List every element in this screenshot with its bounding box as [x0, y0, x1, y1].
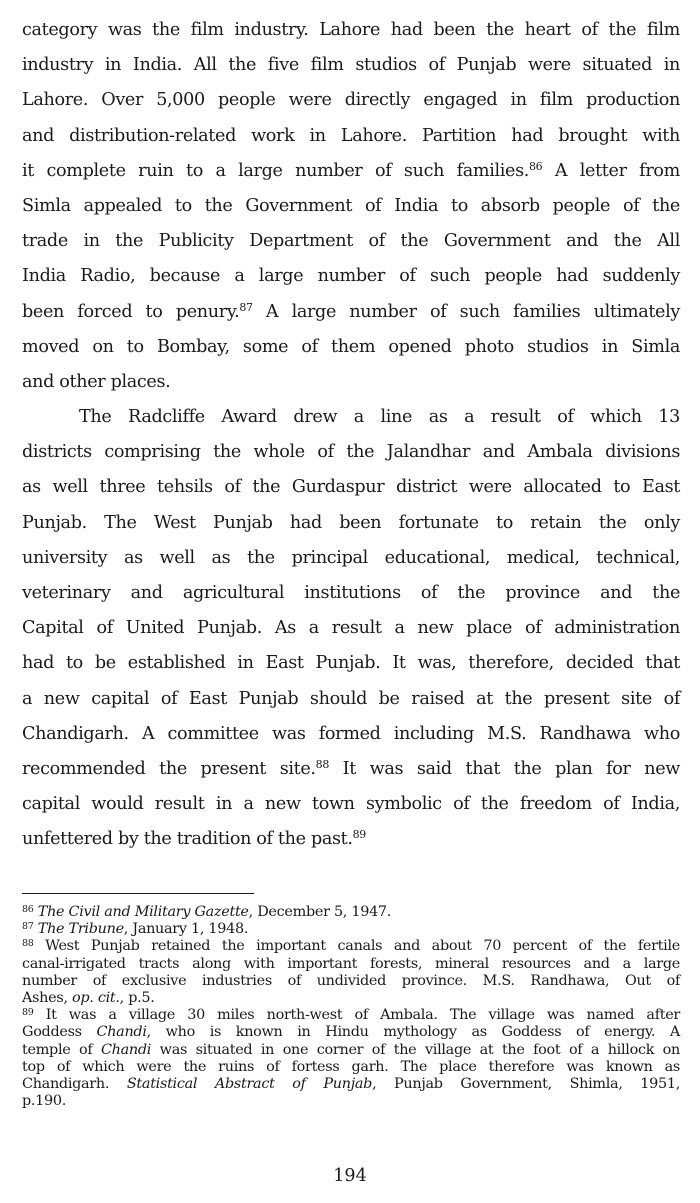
- text-line: [22, 646, 680, 681]
- text-line: [22, 787, 680, 822]
- line-text: veterinary and agricultural institutions of the province and the: [22, 583, 680, 603]
- text-line: [22, 365, 680, 400]
- line-text: capital would result in a new town symbolic of the freedom of India,: [22, 794, 680, 815]
- italic-title: The Tribune: [37, 921, 124, 938]
- footnote-text: canal-irrigated tracts along with important forests, mineral resources and a large: [22, 955, 680, 972]
- line-text: a new capital of East Punjab should be raised at the present site of: [22, 688, 680, 709]
- line-text: and other places.: [22, 371, 171, 392]
- footnote-89: [22, 1007, 680, 1110]
- text-line: [22, 611, 680, 646]
- footnote-number: 88: [22, 938, 34, 950]
- line-text: moved on to Bombay, some of them opened photo studios in Simla: [22, 336, 680, 357]
- line-text: It was said that the plan for new: [328, 758, 680, 779]
- text-line: [22, 541, 680, 576]
- page-number: 194: [333, 1166, 367, 1186]
- text-line: [22, 48, 680, 83]
- footnote-reference[interactable]: 87: [239, 300, 253, 314]
- footnote-86: [22, 904, 680, 921]
- text-line: [22, 435, 680, 470]
- text-line: [22, 752, 680, 787]
- footnote-line: [22, 1007, 680, 1024]
- paragraph: [22, 400, 680, 857]
- text-line: [22, 13, 680, 48]
- line-text: and distribution-related work in Lahore. Partition had brought with: [22, 125, 680, 146]
- footnote-text: , p.5.: [119, 989, 155, 1006]
- italic-title: Statistical Abstract of Punjab: [126, 1075, 373, 1092]
- text-line: [22, 717, 680, 752]
- paragraph: [22, 13, 680, 400]
- line-text: unfettered by the tradition of the past.: [22, 829, 353, 850]
- footnote-line: [22, 938, 680, 955]
- footnote-text: number of exclusive industries of undivided province. M.S. Randhawa, Out of: [22, 972, 680, 989]
- footnote-line: [22, 1093, 680, 1110]
- footnote-text: , Punjab Government, Shimla, 1951,: [372, 1075, 681, 1092]
- line-text: districts comprising the whole of the Jalandhar and Ambala divisions: [22, 442, 680, 463]
- italic-title: The Civil and Military Gazette: [37, 904, 249, 920]
- text-line: [22, 682, 680, 717]
- footnote-line: [22, 1076, 680, 1093]
- text-line: [22, 83, 680, 118]
- footnote-number: 87: [22, 921, 34, 933]
- line-text: had to be established in East Punjab. It was, therefore, decided that: [22, 653, 680, 674]
- line-text: Simla appealed to the Government of India to absorb people of the: [22, 195, 680, 216]
- text-line: [22, 330, 680, 365]
- italic-title: Chandi: [100, 1041, 152, 1058]
- footnote-line: [22, 921, 680, 938]
- footnote-88: [22, 938, 680, 1007]
- text-line: [22, 189, 680, 224]
- footnote-text: was situated in one corner of the village at the foot of a hillock on: [151, 1041, 680, 1058]
- line-text: university as well as the principal educational, medical, technical,: [22, 547, 680, 568]
- footnote-text: Ashes,: [22, 989, 72, 1006]
- line-text: Lahore. Over 5,000 people were directly engaged in film production: [22, 90, 680, 111]
- line-text: category was the film industry. Lahore had been the heart of the film: [22, 20, 680, 40]
- line-text: Chandigarh. A committee was formed including M.S. Randhawa who: [22, 723, 680, 744]
- line-text: The Radcliffe Award drew a line as a result of which 13: [79, 407, 680, 428]
- line-text: been forced to penury.: [22, 301, 240, 322]
- footnote-line: [22, 1042, 680, 1059]
- line-text: Punjab. The West Punjab had been fortunate to retain the only: [22, 512, 680, 533]
- footnote-text: , January 1, 1948.: [123, 921, 249, 938]
- text-line: [22, 470, 680, 505]
- footnote-number: 89: [22, 1007, 34, 1019]
- footnote-text: It was a village 30 miles north-west of Ambala. The village was named after: [33, 1007, 680, 1024]
- line-text: India Radio, because a large number of such people had suddenly: [22, 266, 680, 287]
- italic-title: op. cit.: [72, 989, 120, 1006]
- footnote-reference[interactable]: 86: [529, 159, 543, 173]
- italic-title: Chandi: [96, 1024, 147, 1041]
- text-line: [22, 224, 680, 259]
- footnote-line: [22, 973, 680, 990]
- footnote-line: [22, 956, 680, 973]
- footnotes: [22, 904, 680, 1110]
- line-text: it complete ruin to a large number of such families.: [22, 160, 530, 181]
- footnote-separator: [22, 893, 254, 894]
- text-line: [22, 295, 680, 330]
- text-line: [22, 576, 680, 611]
- footnote-text: Goddess: [22, 1024, 97, 1041]
- footnote-reference[interactable]: 88: [315, 757, 329, 771]
- text-line: [22, 154, 680, 189]
- text-line: [22, 506, 680, 541]
- line-text: recommended the present site.: [22, 758, 316, 779]
- text-line: [22, 119, 680, 154]
- line-text: A letter from: [542, 160, 680, 181]
- footnote-reference[interactable]: 89: [352, 828, 366, 842]
- footnote-text: , who is known in Hindu mythology as Goddess of energy. A: [146, 1024, 680, 1041]
- footnote-line: [22, 990, 680, 1007]
- line-text: as well three tehsils of the Gurdaspur district were allocated to East: [22, 477, 680, 498]
- footnote-line: [22, 904, 680, 921]
- footnote-text: top of which were the ruins of fortess garh. The place therefore was known as: [22, 1058, 680, 1075]
- footnote-line: [22, 1024, 680, 1041]
- body-text: [22, 13, 680, 858]
- footnote-text: Chandigarh.: [22, 1075, 127, 1092]
- footnote-number: 86: [22, 904, 34, 915]
- footnote-87: [22, 921, 680, 938]
- line-text: industry in India. All the five film studios of Punjab were situated in: [22, 55, 680, 76]
- line-text: Capital of United Punjab. As a result a new place of administration: [22, 618, 680, 639]
- text-line: [22, 400, 680, 435]
- text-line: [22, 259, 680, 294]
- text-line: [22, 822, 680, 857]
- footnote-line: [22, 1059, 680, 1076]
- line-text: A large number of such families ultimately: [252, 301, 680, 322]
- footnote-text: West Punjab retained the important canals and about 70 percent of the fertile: [33, 938, 680, 955]
- footnote-text: temple of: [22, 1041, 101, 1058]
- footnote-text: p.190.: [22, 1093, 67, 1110]
- footnote-text: , December 5, 1947.: [248, 904, 392, 920]
- line-text: trade in the Publicity Department of the Government and the All: [22, 231, 680, 252]
